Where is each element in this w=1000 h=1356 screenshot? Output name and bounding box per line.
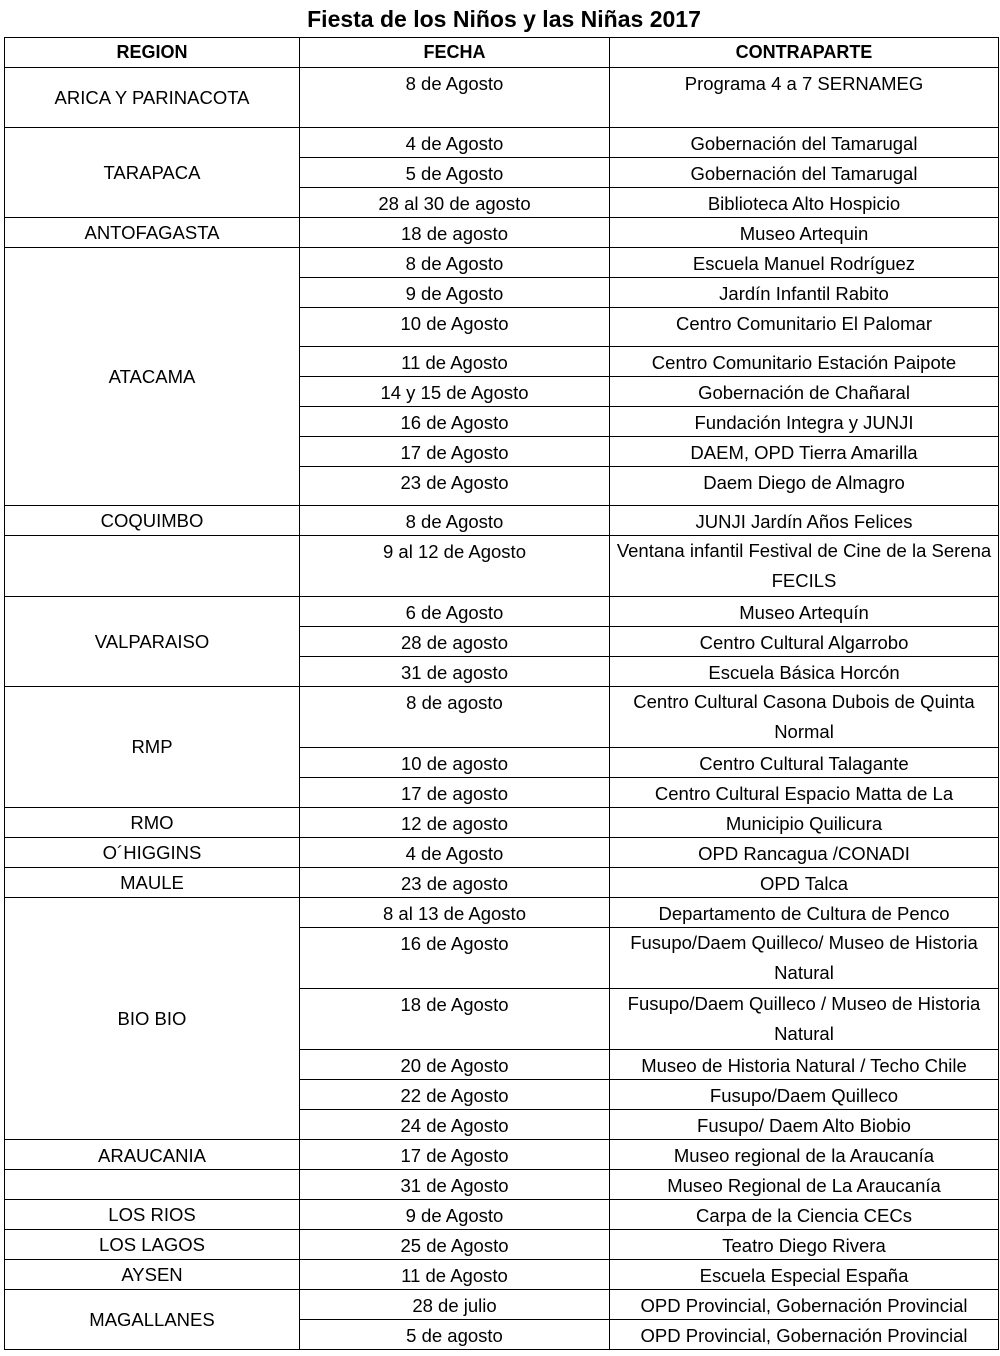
fecha-cell: 11 de Agosto [300,347,610,377]
contraparte-cell: Teatro Diego Rivera [610,1230,999,1260]
fecha-cell: 31 de agosto [300,657,610,687]
contraparte-cell: OPD Talca [610,868,999,898]
table-row [5,506,999,536]
region-cell: ARAUCANIA [5,1140,300,1170]
contraparte-cell: Centro Cultural Algarrobo [610,627,999,657]
region-cell: BIO BIO [5,898,300,1140]
fecha-cell: 5 de agosto [300,1320,610,1350]
contraparte-cell: Fusupo/Daem Quilleco / Museo de Historia Natural [610,989,999,1050]
contraparte-cell: OPD Provincial, Gobernación Provincial [610,1290,999,1320]
table-row [5,808,999,838]
table-row [5,1140,999,1170]
region-cell: MAULE [5,868,300,898]
contraparte-cell: Centro Cultural Espacio Matta de La [610,778,999,808]
header-row [5,38,999,68]
contraparte-cell: Gobernación de Chañaral [610,377,999,407]
fecha-cell: 16 de Agosto [300,407,610,437]
events-table [4,37,999,1350]
fecha-cell: 4 de Agosto [300,838,610,868]
table-row [5,1200,999,1230]
fecha-cell: 20 de Agosto [300,1050,610,1080]
region-cell: LOS RIOS [5,1200,300,1230]
region-cell: TARAPACA [5,128,300,218]
fecha-cell: 14 y 15 de Agosto [300,377,610,407]
contraparte-cell: Escuela Especial España [610,1260,999,1290]
fecha-cell: 8 de Agosto [300,248,610,278]
table-row [5,1170,999,1200]
region-cell: ANTOFAGASTA [5,218,300,248]
fecha-cell: 10 de Agosto [300,308,610,347]
contraparte-cell: Escuela Básica Horcón [610,657,999,687]
table-row [5,536,999,597]
table-row [5,1230,999,1260]
contraparte-cell: Jardín Infantil Rabito [610,278,999,308]
contraparte-cell: Museo Artequín [610,597,999,627]
contraparte-cell: OPD Provincial, Gobernación Provincial [610,1320,999,1350]
contraparte-cell: Fusupo/ Daem Alto Biobio [610,1110,999,1140]
fecha-cell: 23 de Agosto [300,467,610,506]
contraparte-cell: Museo Regional de La Araucanía [610,1170,999,1200]
table-row [5,68,999,128]
contraparte-cell: Museo regional de la Araucanía [610,1140,999,1170]
fecha-cell: 18 de agosto [300,218,610,248]
table-row [5,868,999,898]
fecha-cell: 5 de Agosto [300,158,610,188]
fecha-cell: 16 de Agosto [300,928,610,989]
fecha-cell: 28 de agosto [300,627,610,657]
fecha-cell: 9 al 12 de Agosto [300,536,610,597]
table-row [5,248,999,278]
fecha-cell: 28 de julio [300,1290,610,1320]
fecha-cell: 25 de Agosto [300,1230,610,1260]
table-row [5,128,999,158]
fecha-cell: 8 de agosto [300,687,610,748]
contraparte-cell: Fusupo/Daem Quilleco [610,1080,999,1110]
header-contraparte: CONTRAPARTE [610,38,999,68]
contraparte-cell: Fundación Integra y JUNJI [610,407,999,437]
fecha-cell: 17 de agosto [300,778,610,808]
fecha-cell: 23 de agosto [300,868,610,898]
contraparte-cell: DAEM, OPD Tierra Amarilla [610,437,999,467]
region-cell: RMO [5,808,300,838]
contraparte-cell: Ventana infantil Festival de Cine de la Serena FECILS [610,536,999,597]
region-cell: AYSEN [5,1260,300,1290]
contraparte-cell: Biblioteca Alto Hospicio [610,188,999,218]
contraparte-cell: Museo de Historia Natural / Techo Chile [610,1050,999,1080]
fecha-cell: 24 de Agosto [300,1110,610,1140]
contraparte-cell: Fusupo/Daem Quilleco/ Museo de Historia Natural [610,928,999,989]
contraparte-cell: Centro Comunitario Estación Paipote [610,347,999,377]
fecha-cell: 12 de agosto [300,808,610,838]
fecha-cell: 9 de Agosto [300,278,610,308]
contraparte-cell: Centro Cultural Talagante [610,748,999,778]
contraparte-cell: Municipio Quilicura [610,808,999,838]
fecha-cell: 4 de Agosto [300,128,610,158]
fecha-cell: 8 al 13 de Agosto [300,898,610,928]
page-title: Fiesta de los Niños y las Niñas 2017 [307,6,701,32]
region-cell: VALPARAISO [5,597,300,687]
fecha-cell: 17 de Agosto [300,1140,610,1170]
contraparte-cell: OPD Rancagua /CONADI [610,838,999,868]
region-cell: LOS LAGOS [5,1230,300,1260]
table-row [5,218,999,248]
contraparte-cell: Escuela Manuel Rodríguez [610,248,999,278]
contraparte-cell: Centro Cultural Casona Dubois de Quinta Normal [610,687,999,748]
contraparte-cell: Programa 4 a 7 SERNAMEG [610,68,999,128]
fecha-cell: 9 de Agosto [300,1200,610,1230]
region-cell: COQUIMBO [5,506,300,536]
fecha-cell: 6 de Agosto [300,597,610,627]
header-region: REGION [5,38,300,68]
region-cell: ARICA Y PARINACOTA [5,68,300,128]
table-row [5,597,999,627]
header-fecha: FECHA [300,38,610,68]
region-cell [5,536,300,597]
fecha-cell: 18 de Agosto [300,989,610,1050]
fecha-cell: 11 de Agosto [300,1260,610,1290]
region-cell: ATACAMA [5,248,300,506]
fecha-cell: 28 al 30 de agosto [300,188,610,218]
fecha-cell: 31 de Agosto [300,1170,610,1200]
contraparte-cell: Museo Artequin [610,218,999,248]
fecha-cell: 8 de Agosto [300,506,610,536]
table-row [5,898,999,928]
contraparte-cell: Daem Diego de Almagro [610,467,999,506]
fecha-cell: 22 de Agosto [300,1080,610,1110]
contraparte-cell: JUNJI Jardín Años Felices [610,506,999,536]
fecha-cell: 17 de Agosto [300,437,610,467]
contraparte-cell: Gobernación del Tamarugal [610,128,999,158]
table-row [5,687,999,748]
table-row [5,1290,999,1320]
table-row [5,838,999,868]
region-cell: RMP [5,687,300,808]
fecha-cell: 8 de Agosto [300,68,610,128]
contraparte-cell: Departamento de Cultura de Penco [610,898,999,928]
fecha-cell: 10 de agosto [300,748,610,778]
contraparte-cell: Carpa de la Ciencia CECs [610,1200,999,1230]
contraparte-cell: Centro Comunitario El Palomar [610,308,999,347]
table-row [5,1260,999,1290]
region-cell: MAGALLANES [5,1290,300,1350]
contraparte-cell: Gobernación del Tamarugal [610,158,999,188]
region-cell-empty [5,1170,300,1200]
region-cell: O´HIGGINS [5,838,300,868]
